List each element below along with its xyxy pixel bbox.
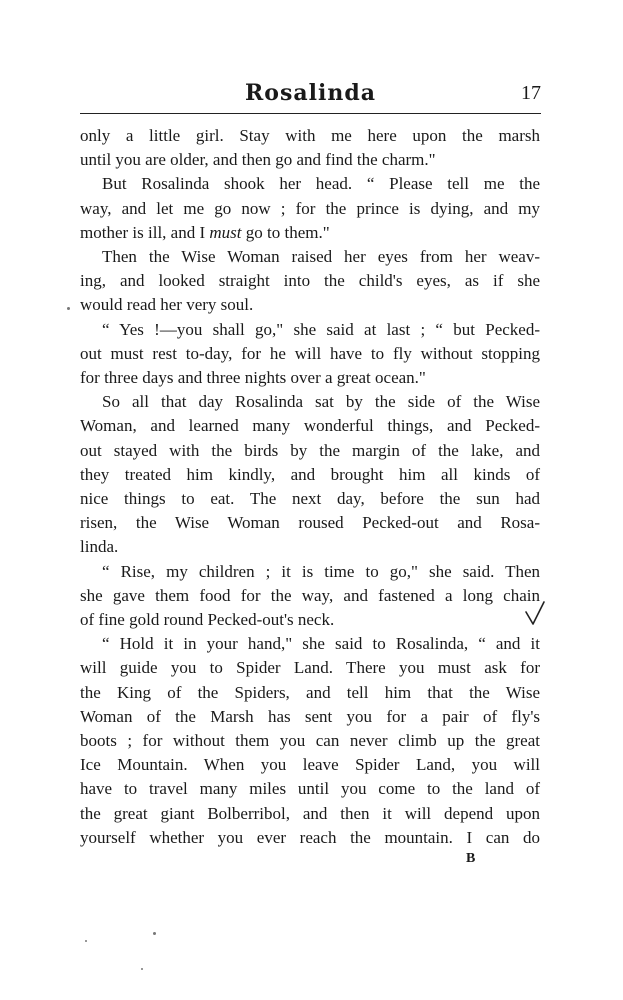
text-line: only a little girl. Stay with me here upon the marsh	[80, 126, 540, 145]
header-rule	[80, 113, 541, 114]
text-line: boots ; for without them you can never climb up the great	[80, 731, 540, 751]
signature-mark: B	[466, 851, 476, 866]
text-line: until you are older, and then go and find the charm."	[80, 150, 436, 170]
text-line: will guide you to Spider Land. There you must ask for	[80, 658, 540, 678]
paper-speck	[141, 968, 143, 970]
page-number: 17	[521, 82, 541, 104]
text-line: Then the Wise Woman raised her eyes from her weav-	[102, 247, 540, 267]
paper-speck	[153, 932, 156, 935]
page-header	[80, 72, 541, 112]
text-line: “ Yes !—you shall go," she said at last ; “ but Pecked-	[102, 319, 540, 339]
text-line: mother is ill, and I must go to them."	[80, 222, 330, 242]
text-line: way, and let me go now ; for the prince is dying, and my	[80, 198, 540, 218]
text-line: ing, and looked straight into the child's eyes, as if she	[80, 271, 540, 291]
text-line: out stayed with the birds by the margin of the lake, and	[80, 440, 540, 460]
paper-speck	[85, 940, 87, 942]
emphasis: must	[209, 222, 242, 242]
text-line: they treated him kindly, and brought him all kinds of	[80, 464, 540, 484]
text-line: would read her very soul.	[80, 295, 254, 315]
text-line: risen, the Wise Woman roused Pecked-out and Rosa-	[80, 513, 540, 533]
text-line: have to travel many miles until you come to the land of	[80, 779, 540, 799]
running-title: Rosalinda	[245, 80, 376, 106]
text-line: Woman, and learned many wonderful things, and Pecked-	[80, 416, 540, 436]
text-line: linda.	[80, 537, 119, 557]
text-line: the great giant Bolberribol, and then it will depend upon	[80, 803, 540, 823]
text-line: yourself whether you ever reach the mountain. I can do	[80, 827, 540, 847]
text-line: Ice Mountain. When you leave Spider Land, you will	[80, 755, 540, 775]
text-line: “ Rise, my children ; it is time to go," she said. Then	[102, 561, 540, 581]
text-line: But Rosalinda shook her head. “ Please tell me the	[102, 174, 540, 194]
body-text	[80, 124, 540, 850]
text-line: Woman of the Marsh has sent you for a pair of fly's	[80, 706, 540, 726]
text-line: for three days and three nights over a great ocean."	[80, 368, 426, 388]
text-line: nice things to eat. The next day, before the sun had	[80, 489, 540, 509]
text-line: So all that day Rosalinda sat by the side of the Wise	[102, 392, 540, 412]
text-line: she gave them food for the way, and fastened a long chain	[80, 585, 540, 605]
text-line: of fine gold round Pecked-out's neck.	[80, 610, 335, 630]
text-line: “ Hold it in your hand," she said to Rosalinda, “ and it	[102, 634, 540, 654]
text-line: the King of the Spiders, and tell him that the Wise	[80, 682, 540, 702]
text-line: out must rest to-day, for he will have to fly without stopping	[80, 343, 540, 363]
checkmark-annotation-icon	[524, 600, 546, 626]
paper-speck	[67, 307, 70, 310]
